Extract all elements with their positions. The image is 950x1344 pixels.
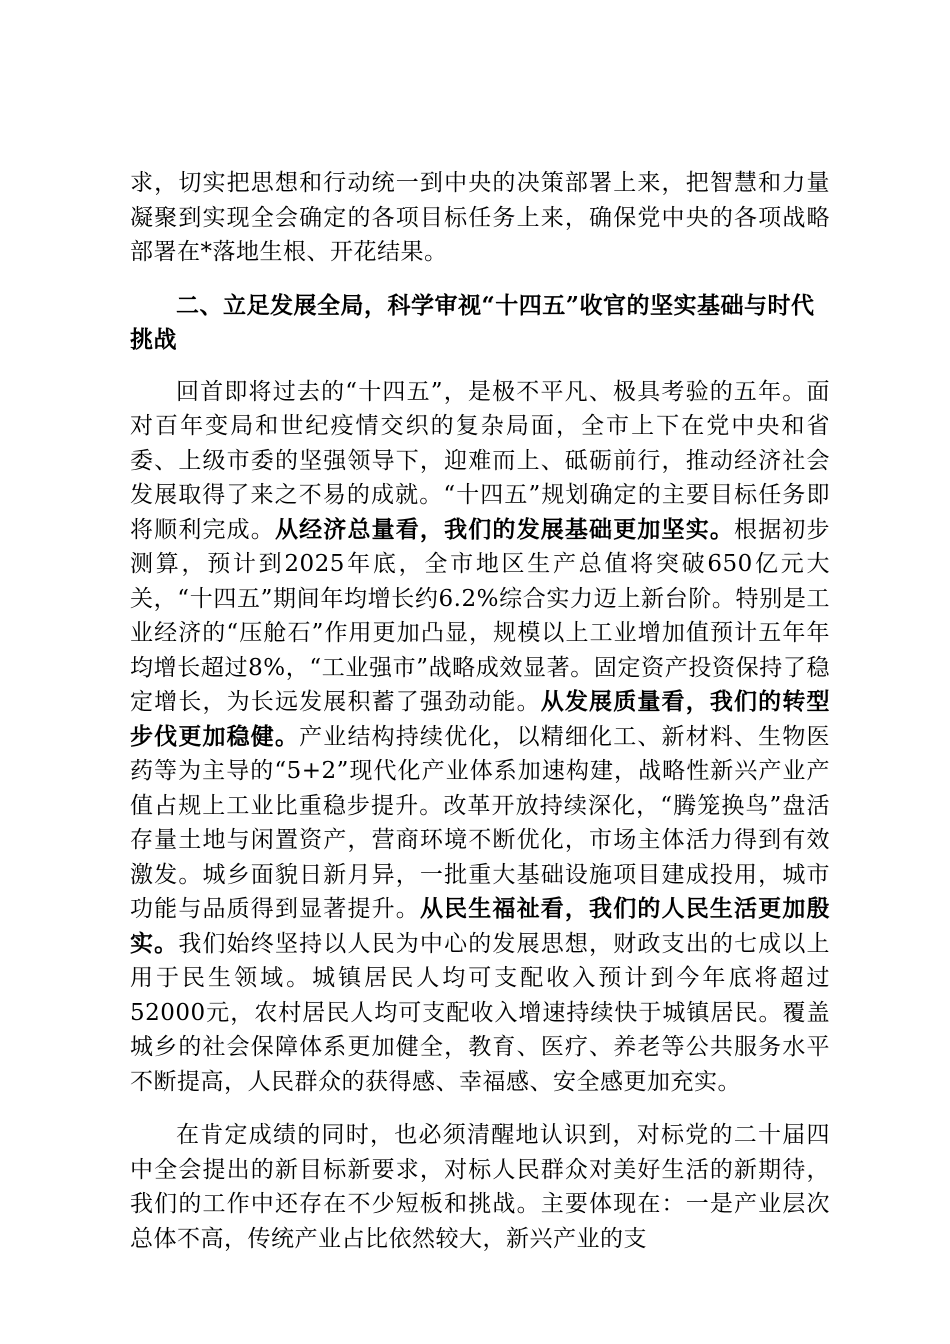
challenges-paragraph: 在肯定成绩的同时，也必须清醒地认识到，对标党的二十届四中全会提出的新目标新要求，对标人民群众对美好生活的新期待，我们的工作中还存在不少短板和挑战。主要体现在：一是产业层次总体不高，传统产业占比依然较大，新兴产业的支 — [130, 1122, 830, 1252]
achievements-text-4: 我们始终坚持以人民为中心的发展思想，财政支出的七成以上用于民生领域。城镇居民人均可支配收入预计到今年底将超过52000元，农村居民人均可支配收入增速持续快于城镇居民。覆盖城乡的社会保障体系更加健全，教育、医疗、养老等公共服务水平不断提高，人民群众的获得感、幸福感、安全感更加充实。 — [130, 930, 831, 1095]
livelihood-highlight: 从民生福祉看，我们的人民生活更加殷实。 — [130, 895, 831, 957]
quality-highlight: 从发展质量看，我们的转型步伐更加稳健。 — [130, 688, 831, 750]
achievements-paragraph — [130, 375, 830, 1100]
section-heading: 二、立足发展全局，科学审视“十四五”收官的坚实基础与时代挑战 — [130, 291, 815, 353]
achievements-text-1: 回首即将过去的“十四五”，是极不平凡、极具考验的五年。面对百年变局和世纪疫情交织的复杂局面，全市上下在党中央和省委、上级市委的坚强领导下，迎难而上、砥砺前行，推动经济社会发展取得了来之不易的成就。“十四五”规划确定的主要目标任务即将顺利完成。 — [130, 378, 830, 543]
achievements-text-2: 根据初步测算，预计到2025年底，全市地区生产总值将突破650亿元大关，“十四五”期间年均增长约6.2%综合实力迈上新台阶。特别是工业经济的“压舱石”作用更加凸显，规模以上工业增加值预计五年年均增长超过8%，“工业强市”战略成效显著。固定资产投资保持了稳定增长，为长远发展积蓄了强劲动能。 — [130, 516, 831, 715]
economy-highlight: 从经济总量看，我们的发展基础更加坚实。 — [274, 515, 735, 543]
intro-paragraph: 求，切实把思想和行动统一到中央的决策部署上来，把智慧和力量凝聚到实现全会确定的各项目标任务上来，确保党中央的各项战略部署在*落地生根、开花结果。 — [130, 170, 830, 265]
achievements-text-3: 产业结构持续优化，以精细化工、新材料、生物医药等为主导的“5+2”现代化产业体系加速构建，战略性新兴产业产值占规上工业比重稳步提升。改革开放持续深化，“腾笼换鸟”盘活存量土地与闲置资产，营商环境不断优化，市场主体活力得到有效激发。城乡面貌日新月异，一批重大基础设施项目建成投用，城市功能与品质得到显著提升。 — [130, 723, 831, 922]
document-page — [130, 166, 830, 1256]
